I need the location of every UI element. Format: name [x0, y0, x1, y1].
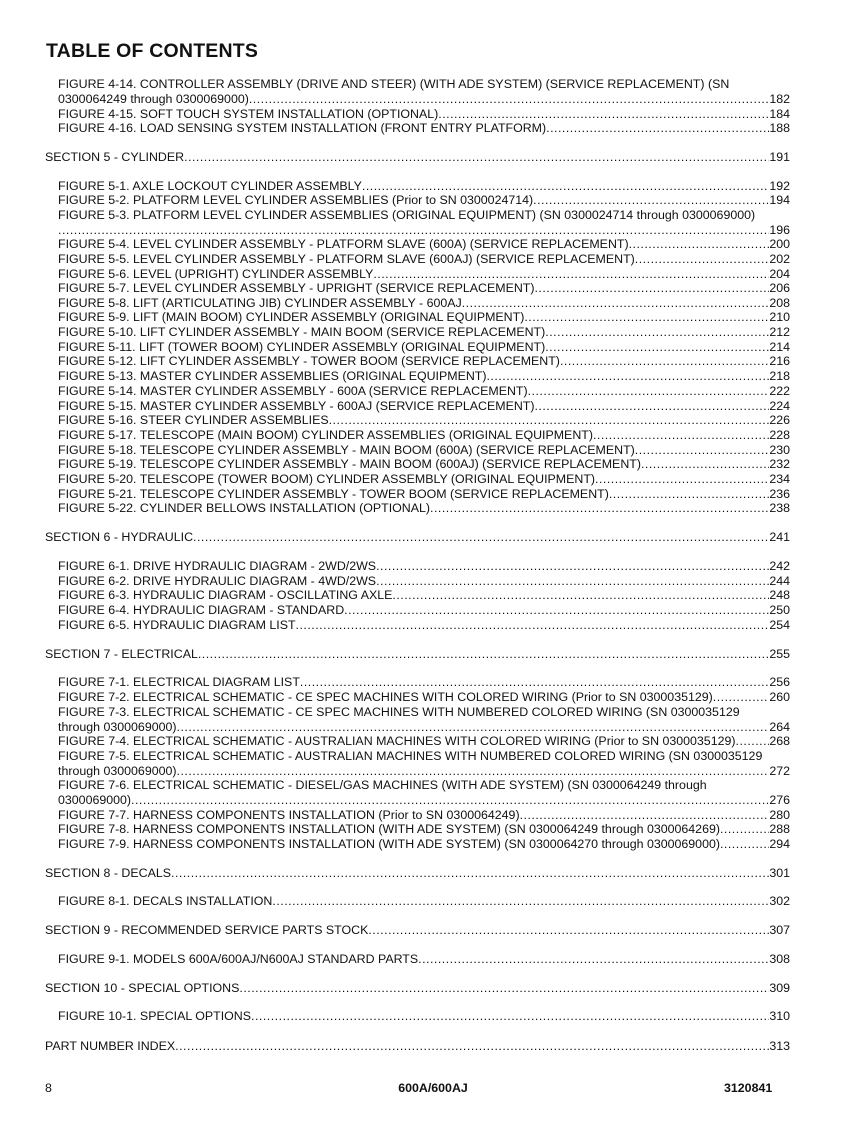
toc-page-number: 301 [769, 865, 790, 880]
toc-page-number: 260 [769, 689, 790, 704]
toc-page-number: 256 [769, 674, 790, 689]
toc-page-number: 230 [769, 442, 790, 457]
dot-leader [392, 588, 769, 603]
toc-page-number: 196 [769, 222, 790, 237]
toc-page-number: 294 [769, 836, 790, 851]
toc-entry-title: FIGURE 6-5. HYDRAULIC DIAGRAM LIST [58, 617, 296, 632]
toc-entry-title: FIGURE 7-4. ELECTRICAL SCHEMATIC - AUSTRALIAN MACHINES WITH COLORED WIRING (Prior to SN 0300035129) [58, 733, 736, 748]
toc-entry-title: FIGURE 5-14. MASTER CYLINDER ASSEMBLY - 600A (SERVICE REPLACEMENT) [58, 383, 528, 398]
toc-figure-entry[interactable] [58, 296, 790, 311]
toc-page-number: 222 [769, 383, 790, 398]
toc-figure-entry[interactable] [58, 281, 790, 296]
dot-leader [177, 720, 770, 735]
toc-figure-entry[interactable] [58, 1009, 790, 1024]
toc-section-entry[interactable] [45, 530, 790, 545]
dot-leader [373, 267, 769, 282]
toc-figure-entry[interactable] [58, 894, 790, 909]
dot-leader [713, 690, 770, 705]
dot-leader [736, 734, 770, 749]
toc-entry-title: FIGURE 7-7. HARNESS COMPONENTS INSTALLATION (Prior to SN 0300064249) [58, 807, 520, 822]
toc-entry-title: FIGURE 5-5. LEVEL CYLINDER ASSEMBLY - PLATFORM SLAVE (600AJ) (SERVICE REPLACEMENT) [58, 251, 635, 266]
dot-leader [545, 340, 769, 355]
toc-page-number: 212 [769, 324, 790, 339]
toc-figure-entry[interactable] [58, 428, 790, 443]
toc-page-number: 288 [769, 821, 790, 836]
toc-section-entry[interactable] [45, 1039, 790, 1054]
toc-page-number: 191 [769, 149, 790, 164]
toc-page-number: 236 [769, 486, 790, 501]
toc-section-entry[interactable] [45, 981, 790, 996]
toc-entry-title: through 0300069000) [58, 763, 177, 778]
toc-figure-entry[interactable] [58, 354, 790, 369]
dot-leader [344, 603, 769, 618]
dot-leader [593, 428, 769, 443]
toc-entry-title: FIGURE 7-5. ELECTRICAL SCHEMATIC - AUSTRALIAN MACHINES WITH NUMBERED COLORED WIRING (SN 0300035129 [58, 748, 763, 763]
dot-leader [249, 92, 769, 107]
dot-leader [486, 369, 769, 384]
toc-entry-title: FIGURE 5-3. PLATFORM LEVEL CYLINDER ASSEMBLIES (ORIGINAL EQUIPMENT) (SN 0300024714 through 0300069000) [58, 207, 756, 222]
dot-leader [720, 837, 769, 852]
toc-page-number: 200 [769, 236, 790, 251]
dot-leader [534, 399, 769, 414]
toc-page-number: 272 [769, 763, 790, 778]
dot-leader [438, 107, 769, 122]
toc-figure-entry[interactable] [58, 603, 790, 618]
toc-entry-title: FIGURE 6-4. HYDRAULIC DIAGRAM - STANDARD [58, 602, 345, 617]
toc-figure-entry[interactable] [58, 588, 790, 603]
dot-leader [239, 981, 769, 996]
toc-page-number: 238 [769, 500, 790, 515]
toc-entry-title: FIGURE 6-1. DRIVE HYDRAULIC DIAGRAM - 2WD/2WS [58, 558, 377, 573]
dot-leader [520, 808, 770, 823]
toc-entry-title: FIGURE 4-14. CONTROLLER ASSEMBLY (DRIVE AND STEER) (WITH ADE SYSTEM) (SERVICE REPLACEMENT) (SN [58, 76, 730, 91]
toc-figure-entry[interactable] [58, 822, 790, 837]
toc-figure-entry[interactable] [58, 193, 790, 208]
toc-page-number: 210 [769, 309, 790, 324]
footer-page-number: 8 [45, 1081, 52, 1095]
toc-figure-entry[interactable] [58, 675, 790, 690]
dot-leader [296, 618, 770, 633]
toc-entry-title: SECTION 6 - HYDRAULIC [45, 529, 194, 544]
toc-figure-entry[interactable] [58, 808, 790, 823]
toc-entry-title: through 0300069000) [58, 719, 177, 734]
toc-figure-entry[interactable] [58, 443, 790, 458]
toc-figure-entry[interactable] [58, 705, 790, 734]
toc-page-number: 302 [769, 893, 790, 908]
dot-leader [545, 325, 769, 340]
toc-figure-entry[interactable] [58, 325, 790, 340]
toc-figure-entry[interactable] [58, 384, 790, 399]
toc-entry-title: FIGURE 5-4. LEVEL CYLINDER ASSEMBLY - PLATFORM SLAVE (600A) (SERVICE REPLACEMENT) [58, 236, 629, 251]
toc-entry-title: FIGURE 5-10. LIFT CYLINDER ASSEMBLY - MAIN BOOM (SERVICE REPLACEMENT) [58, 324, 546, 339]
toc-page-number: 250 [769, 602, 790, 617]
dot-leader [430, 501, 769, 516]
toc-entry-title: FIGURE 5-8. LIFT (ARTICULATING JIB) CYLINDER ASSEMBLY - 600AJ [58, 295, 462, 310]
toc-figure-entry[interactable] [58, 749, 790, 778]
toc-figure-entry[interactable] [58, 778, 790, 807]
toc-figure-entry[interactable] [58, 310, 790, 325]
toc-page-number: 184 [769, 106, 790, 121]
toc-entry-title: FIGURE 5-6. LEVEL (UPRIGHT) CYLINDER ASSEMBLY [58, 266, 374, 281]
toc-figure-entry[interactable] [58, 121, 790, 136]
toc-entry-title: SECTION 7 - ELECTRICAL [45, 646, 198, 661]
toc-figure-entry[interactable] [58, 267, 790, 282]
toc-entry-title: FIGURE 5-17. TELESCOPE (MAIN BOOM) CYLINDER ASSEMBLIES (ORIGINAL EQUIPMENT) [58, 427, 593, 442]
toc-entry-title: FIGURE 5-11. LIFT (TOWER BOOM) CYLINDER ASSEMBLY (ORIGINAL EQUIPMENT) [58, 339, 546, 354]
toc-page-number: 255 [769, 646, 790, 661]
toc-entry-title: SECTION 8 - DECALS [45, 865, 171, 880]
dot-leader [177, 764, 770, 779]
dot-leader [641, 457, 769, 472]
toc-section-entry[interactable] [45, 647, 790, 662]
toc-page-number: 254 [769, 617, 790, 632]
toc-figure-entry[interactable] [58, 208, 790, 237]
toc-page-number: 228 [769, 427, 790, 442]
toc-page-number: 268 [769, 733, 790, 748]
toc-entry-title: FIGURE 7-2. ELECTRICAL SCHEMATIC - CE SPEC MACHINES WITH COLORED WIRING (Prior to SN 0300035129) [58, 689, 713, 704]
toc-entry-title: FIGURE 6-2. DRIVE HYDRAULIC DIAGRAM - 4WD/2WS [58, 573, 377, 588]
toc-page-number: 192 [769, 178, 790, 193]
toc-entry-title: FIGURE 5-15. MASTER CYLINDER ASSEMBLY - 600AJ (SERVICE REPLACEMENT) [58, 398, 535, 413]
footer-doc-number: 3120841 [724, 1081, 773, 1095]
dot-leader [546, 121, 769, 136]
toc-figure-entry[interactable] [58, 501, 790, 516]
toc-figure-entry[interactable] [58, 340, 790, 355]
toc-entry-title: FIGURE 5-13. MASTER CYLINDER ASSEMBLIES (ORIGINAL EQUIPMENT) [58, 368, 487, 383]
toc-entry-title: 0300064249 through 0300069000) [58, 91, 249, 106]
toc-page-number: 309 [769, 980, 790, 995]
toc-figure-entry[interactable] [58, 559, 790, 574]
toc-figure-entry[interactable] [58, 413, 790, 428]
toc-figure-entry[interactable] [58, 237, 790, 252]
toc-page-number: 310 [769, 1008, 790, 1023]
dot-leader [528, 384, 770, 399]
toc-page-number: 208 [769, 295, 790, 310]
dot-leader [175, 1039, 769, 1054]
toc-page-number: 308 [769, 951, 790, 966]
toc-entry-title: FIGURE 5-16. STEER CYLINDER ASSEMBLIES [58, 412, 329, 427]
toc-section-entry[interactable] [45, 150, 790, 165]
toc-page-number: 202 [769, 251, 790, 266]
dot-leader [534, 281, 769, 296]
dot-leader [609, 487, 769, 502]
toc-entry-title: FIGURE 6-3. HYDRAULIC DIAGRAM - OSCILLATING AXLE [58, 587, 393, 602]
toc-entry-title: FIGURE 5-20. TELESCOPE (TOWER BOOM) CYLINDER ASSEMBLY (ORIGINAL EQUIPMENT) [58, 471, 596, 486]
toc-entry-title: FIGURE 4-16. LOAD SENSING SYSTEM INSTALLATION (FRONT ENTRY PLATFORM) [58, 120, 547, 135]
toc-figure-entry[interactable] [58, 369, 790, 384]
toc-figure-entry[interactable] [58, 837, 790, 852]
toc-entry-title: FIGURE 7-1. ELECTRICAL DIAGRAM LIST [58, 674, 300, 689]
toc-entry-title: FIGURE 7-3. ELECTRICAL SCHEMATIC - CE SPEC MACHINES WITH NUMBERED COLORED WIRING (SN 0300035129 [58, 704, 740, 719]
dot-leader [329, 413, 770, 428]
toc-figure-entry[interactable] [58, 618, 790, 633]
toc-entry-title: FIGURE 7-9. HARNESS COMPONENTS INSTALLATION (WITH ADE SYSTEM) (SN 0300064270 through 0300069000) [58, 836, 720, 851]
toc-page-number: 218 [769, 368, 790, 383]
dot-leader [629, 237, 770, 252]
toc-page-number: 276 [769, 792, 790, 807]
toc-figure-entry[interactable] [58, 690, 790, 705]
toc-figure-entry[interactable] [58, 179, 790, 194]
toc-entry-title: FIGURE 5-22. CYLINDER BELLOWS INSTALLATION (OPTIONAL) [58, 500, 431, 515]
dot-leader [462, 296, 770, 311]
toc-entry-title: FIGURE 5-21. TELESCOPE CYLINDER ASSEMBLY - TOWER BOOM (SERVICE REPLACEMENT) [58, 486, 609, 501]
dot-leader [193, 530, 769, 545]
toc-entry-title: FIGURE 9-1. MODELS 600A/600AJ/N600AJ STANDARD PARTS [58, 951, 419, 966]
toc-page-number: 226 [769, 412, 790, 427]
toc-figure-entry[interactable] [58, 457, 790, 472]
dot-leader [58, 223, 769, 238]
dot-leader [635, 252, 770, 267]
dot-leader [184, 150, 769, 165]
toc-entry-title: FIGURE 7-6. ELECTRICAL SCHEMATIC - DIESEL/GAS MACHINES (WITH ADE SYSTEM) (SN 0300064249 through [58, 777, 707, 792]
toc-entry-title: SECTION 10 - SPECIAL OPTIONS [45, 980, 240, 995]
toc-entry-title: FIGURE 4-15. SOFT TOUCH SYSTEM INSTALLATION (OPTIONAL) [58, 106, 439, 121]
dot-leader [376, 559, 769, 574]
toc-page-number: 242 [769, 558, 790, 573]
toc-entry-title: FIGURE 7-8. HARNESS COMPONENTS INSTALLATION (WITH ADE SYSTEM) (SN 0300064249 through 0300064269) [58, 821, 720, 836]
toc-page-number: 182 [769, 91, 790, 106]
dot-leader [533, 193, 769, 208]
toc-page-number: 206 [769, 280, 790, 295]
toc-section-entry[interactable] [45, 866, 790, 881]
dot-leader [171, 866, 769, 881]
dot-leader [368, 923, 769, 938]
toc-page-number: 216 [769, 353, 790, 368]
toc-page-number: 280 [769, 807, 790, 822]
toc-entry-title: PART NUMBER INDEX [45, 1038, 176, 1053]
toc-figure-entry[interactable] [58, 472, 790, 487]
toc-figure-entry[interactable] [58, 574, 790, 589]
toc-figure-entry[interactable] [58, 77, 790, 106]
toc-entry-title: SECTION 5 - CYLINDER [45, 149, 185, 164]
toc-figure-entry[interactable] [58, 952, 790, 967]
toc-entry-title: FIGURE 5-1. AXLE LOCKOUT CYLINDER ASSEMBLY [58, 178, 362, 193]
toc-page-number: 204 [769, 266, 790, 281]
toc-figure-entry[interactable] [58, 107, 790, 122]
dot-leader [131, 793, 769, 808]
dot-leader [524, 310, 769, 325]
toc-page-number: 307 [769, 922, 790, 937]
toc-entry-title: FIGURE 5-2. PLATFORM LEVEL CYLINDER ASSEMBLIES (Prior to SN 0300024714) [58, 192, 534, 207]
toc-page-number: 264 [769, 719, 790, 734]
toc-entry-title: FIGURE 5-7. LEVEL CYLINDER ASSEMBLY - UPRIGHT (SERVICE REPLACEMENT) [58, 280, 535, 295]
toc-entry-title: FIGURE 5-12. LIFT CYLINDER ASSEMBLY - TOWER BOOM (SERVICE REPLACEMENT) [58, 353, 560, 368]
dot-leader [418, 952, 769, 967]
dot-leader [560, 354, 769, 369]
dot-leader [635, 443, 770, 458]
dot-leader [251, 1009, 769, 1024]
toc-entry-title: FIGURE 5-9. LIFT (MAIN BOOM) CYLINDER ASSEMBLY (ORIGINAL EQUIPMENT) [58, 309, 525, 324]
dot-leader [376, 574, 769, 589]
toc-page-number: 248 [769, 587, 790, 602]
toc-entry-title: FIGURE 5-19. TELESCOPE CYLINDER ASSEMBLY - MAIN BOOM (600AJ) (SERVICE REPLACEMENT) [58, 456, 641, 471]
toc-page-number: 244 [769, 573, 790, 588]
dot-leader [362, 179, 769, 194]
dot-leader [198, 647, 769, 662]
dot-leader [272, 894, 769, 909]
toc-figure-entry[interactable] [58, 252, 790, 267]
dot-leader [300, 675, 769, 690]
toc-section-entry[interactable] [45, 923, 790, 938]
toc-page-number: 188 [769, 120, 790, 135]
toc-entry-title: FIGURE 10-1. SPECIAL OPTIONS [58, 1008, 252, 1023]
toc-page-number: 194 [769, 192, 790, 207]
footer-model: 600A/600AJ [398, 1081, 468, 1095]
toc-page-number: 234 [769, 471, 790, 486]
toc-entry-title: FIGURE 5-18. TELESCOPE CYLINDER ASSEMBLY - MAIN BOOM (600A) (SERVICE REPLACEMENT) [58, 442, 635, 457]
toc-entry-title: FIGURE 8-1. DECALS INSTALLATION [58, 893, 273, 908]
page-title: TABLE OF CONTENTS [46, 40, 259, 62]
toc-entry-title: 0300069000) [58, 792, 132, 807]
toc-page-number: 214 [769, 339, 790, 354]
toc-entry-title: SECTION 9 - RECOMMENDED SERVICE PARTS STOCK [45, 922, 369, 937]
toc-page-number: 224 [769, 398, 790, 413]
toc-figure-entry[interactable] [58, 399, 790, 414]
dot-leader [720, 822, 769, 837]
toc-page-number: 241 [769, 529, 790, 544]
toc-figure-entry[interactable] [58, 734, 790, 749]
toc-figure-entry[interactable] [58, 487, 790, 502]
toc-page-number: 313 [769, 1038, 790, 1053]
dot-leader [595, 472, 769, 487]
toc-page-number: 232 [769, 456, 790, 471]
